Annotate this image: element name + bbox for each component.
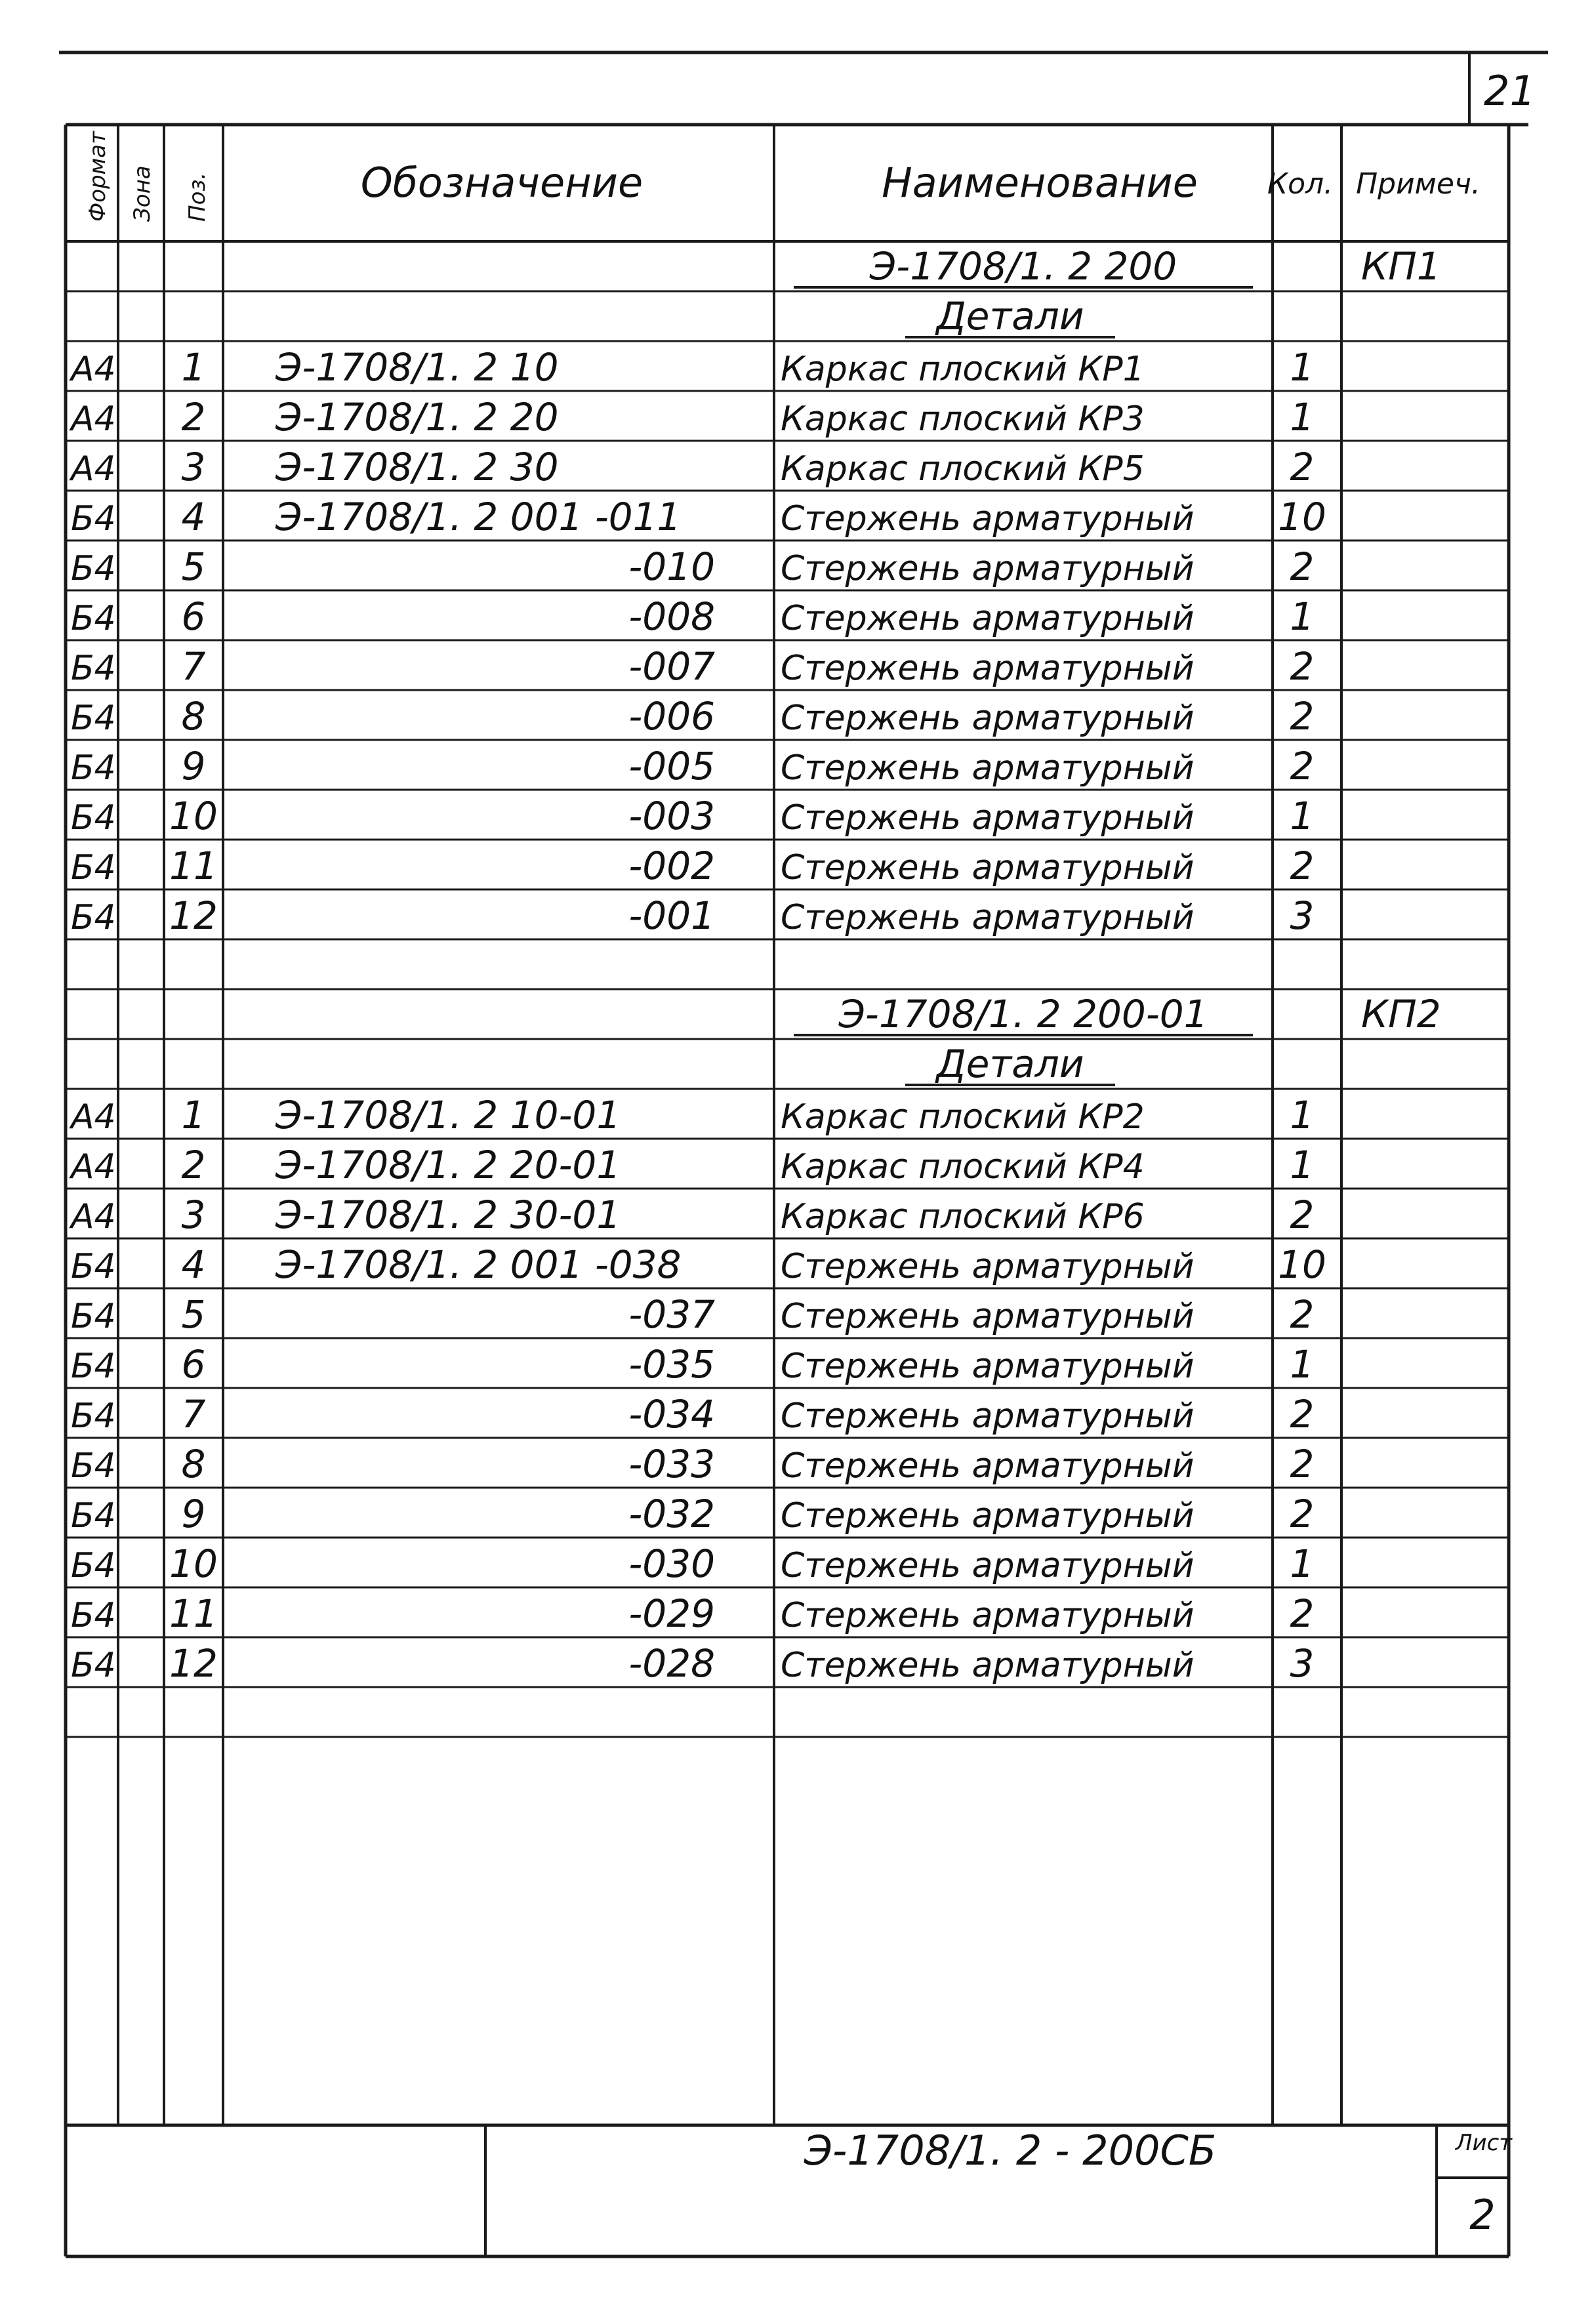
row-position: 10	[169, 794, 218, 838]
row-quantity: 1	[1290, 794, 1315, 838]
row-quantity: 2	[1290, 544, 1315, 589]
row-name: Каркас плоский КР3	[781, 399, 1145, 439]
row-position: 11	[169, 1591, 218, 1636]
row-format: Б4	[71, 1247, 116, 1286]
row-position: 1	[181, 345, 206, 390]
row-designation: Э-1708/1. 2 001 -011	[276, 495, 682, 539]
row-format: Б4	[71, 549, 116, 588]
row-quantity: 10	[1278, 1242, 1326, 1287]
sheet-number: 2	[1469, 2191, 1496, 2239]
header-zone: Зона	[129, 165, 155, 222]
row-position: 6	[181, 1342, 206, 1387]
row-format: Б4	[71, 798, 116, 838]
row-position: 4	[181, 495, 206, 539]
row-name: Стержень арматурный	[781, 1596, 1195, 1635]
document-code: Э-1708/1. 2 - 200СБ	[804, 2127, 1217, 2174]
row-designation: -034	[628, 1392, 715, 1437]
row-quantity: 1	[1290, 1342, 1315, 1387]
row-position: 8	[181, 694, 206, 739]
row-quantity: 3	[1290, 893, 1315, 938]
row-designation: -008	[628, 594, 715, 639]
row-quantity: 3	[1290, 1641, 1315, 1686]
row-name: Каркас плоский КР2	[781, 1097, 1145, 1137]
row-position: 10	[169, 1541, 218, 1586]
row-name: Стержень арматурный	[781, 798, 1195, 838]
sheet-corner-number: 21	[1484, 67, 1536, 115]
group-subtitle: Детали	[936, 294, 1084, 338]
row-designation: -003	[628, 794, 715, 838]
row-designation: -005	[628, 744, 715, 788]
row-quantity: 2	[1290, 644, 1315, 689]
row-quantity: 1	[1290, 1093, 1315, 1137]
row-name: Стержень арматурный	[781, 499, 1195, 539]
row-format: Б4	[71, 848, 116, 887]
row-designation: -033	[628, 1442, 715, 1486]
row-quantity: 2	[1290, 1392, 1315, 1437]
row-format: А4	[71, 399, 116, 439]
row-name: Каркас плоский КР6	[781, 1197, 1145, 1236]
row-format: Б4	[71, 748, 116, 788]
row-format: Б4	[71, 1546, 116, 1585]
row-position: 11	[169, 844, 218, 888]
row-quantity: 1	[1290, 1143, 1315, 1187]
row-designation: -029	[628, 1591, 715, 1636]
row-name: Стержень арматурный	[781, 1446, 1195, 1486]
row-format: Б4	[71, 1596, 116, 1635]
row-designation: -002	[628, 844, 715, 888]
row-format: Б4	[71, 1396, 116, 1436]
row-designation: Э-1708/1. 2 30	[276, 445, 559, 489]
row-position: 12	[169, 1641, 218, 1686]
header-designation: Обозначение	[360, 159, 644, 207]
row-name: Каркас плоский КР4	[781, 1147, 1145, 1187]
row-name: Стержень арматурный	[781, 1247, 1195, 1286]
row-name: Стержень арматурный	[781, 1297, 1195, 1336]
header-qty: Кол.	[1267, 167, 1334, 201]
row-format: Б4	[71, 1347, 116, 1386]
row-designation: -037	[628, 1292, 715, 1337]
row-format: А4	[71, 1197, 116, 1236]
row-format: А4	[71, 1097, 116, 1137]
row-quantity: 10	[1278, 495, 1326, 539]
header-format: Формат	[85, 131, 111, 222]
row-format: Б4	[71, 898, 116, 937]
row-designation: -030	[628, 1541, 715, 1586]
row-designation: -035	[628, 1342, 715, 1387]
row-quantity: 2	[1290, 1492, 1315, 1536]
row-designation: -006	[628, 694, 715, 739]
row-name: Стержень арматурный	[781, 748, 1195, 788]
row-format: А4	[71, 449, 116, 489]
row-format: Б4	[71, 1496, 116, 1536]
row-designation: Э-1708/1. 2 10	[276, 345, 559, 390]
row-designation: Э-1708/1. 2 10-01	[276, 1093, 621, 1137]
row-position: 5	[181, 544, 206, 589]
row-quantity: 2	[1290, 744, 1315, 788]
row-name: Каркас плоский КР5	[781, 449, 1145, 489]
row-quantity: 2	[1290, 1591, 1315, 1636]
row-name: Стержень арматурный	[781, 649, 1195, 688]
row-format: Б4	[71, 649, 116, 688]
row-format: Б4	[71, 499, 116, 539]
row-designation: -001	[628, 893, 715, 938]
specification-rows	[69, 244, 1441, 1686]
row-position: 1	[181, 1093, 206, 1137]
row-position: 3	[181, 445, 206, 489]
row-position: 12	[169, 893, 218, 938]
group-note: КП1	[1361, 244, 1441, 289]
group-title: Э-1708/1. 2 200-01	[838, 992, 1208, 1036]
row-format: А4	[71, 350, 116, 389]
row-position: 5	[181, 1292, 206, 1337]
row-format: Б4	[71, 599, 116, 638]
row-name: Стержень арматурный	[781, 699, 1195, 738]
group-subtitle: Детали	[936, 1042, 1084, 1086]
row-designation: -028	[628, 1641, 715, 1686]
row-designation: Э-1708/1. 2 20-01	[276, 1143, 621, 1187]
row-name: Стержень арматурный	[781, 848, 1195, 887]
row-name: Каркас плоский КР1	[781, 350, 1145, 389]
header-name: Наименование	[882, 159, 1198, 207]
row-designation: Э-1708/1. 2 30-01	[276, 1193, 621, 1237]
row-format: Б4	[71, 1446, 116, 1486]
row-position: 9	[181, 1492, 206, 1536]
row-position: 3	[181, 1193, 206, 1237]
row-designation: -010	[628, 544, 715, 589]
row-position: 9	[181, 744, 206, 788]
row-designation: Э-1708/1. 2 20	[276, 395, 559, 439]
row-quantity: 2	[1290, 1442, 1315, 1486]
sheet-label: Лист	[1455, 2130, 1513, 2156]
header-note: Примеч.	[1356, 167, 1481, 201]
row-name: Стержень арматурный	[781, 1396, 1195, 1436]
row-name: Стержень арматурный	[781, 898, 1195, 937]
row-quantity: 1	[1290, 594, 1315, 639]
row-position: 7	[181, 644, 206, 689]
row-position: 4	[181, 1242, 206, 1287]
row-quantity: 2	[1290, 694, 1315, 739]
row-position: 2	[181, 1143, 206, 1187]
row-name: Стержень арматурный	[781, 1496, 1195, 1536]
group-title: Э-1708/1. 2 200	[869, 244, 1177, 289]
row-position: 2	[181, 395, 206, 439]
row-quantity: 2	[1290, 1292, 1315, 1337]
header-pos: Поз.	[184, 172, 211, 222]
row-format: Б4	[71, 1297, 116, 1336]
row-name: Стержень арматурный	[781, 549, 1195, 588]
row-quantity: 2	[1290, 844, 1315, 888]
row-quantity: 1	[1290, 395, 1315, 439]
row-quantity: 1	[1290, 345, 1315, 390]
row-quantity: 2	[1290, 1193, 1315, 1237]
row-designation: -007	[628, 644, 715, 689]
row-position: 8	[181, 1442, 206, 1486]
row-format: Б4	[71, 1646, 116, 1685]
group-note: КП2	[1361, 992, 1441, 1036]
row-name: Стержень арматурный	[781, 1347, 1195, 1386]
row-quantity: 1	[1290, 1541, 1315, 1586]
row-designation: Э-1708/1. 2 001 -038	[276, 1242, 682, 1287]
row-position: 6	[181, 594, 206, 639]
row-name: Стержень арматурный	[781, 1646, 1195, 1685]
row-format: Б4	[71, 699, 116, 738]
row-name: Стержень арматурный	[781, 1546, 1195, 1585]
row-format: А4	[71, 1147, 116, 1187]
row-designation: -032	[628, 1492, 715, 1536]
row-position: 7	[181, 1392, 206, 1437]
row-quantity: 2	[1290, 445, 1315, 489]
row-name: Стержень арматурный	[781, 599, 1195, 638]
